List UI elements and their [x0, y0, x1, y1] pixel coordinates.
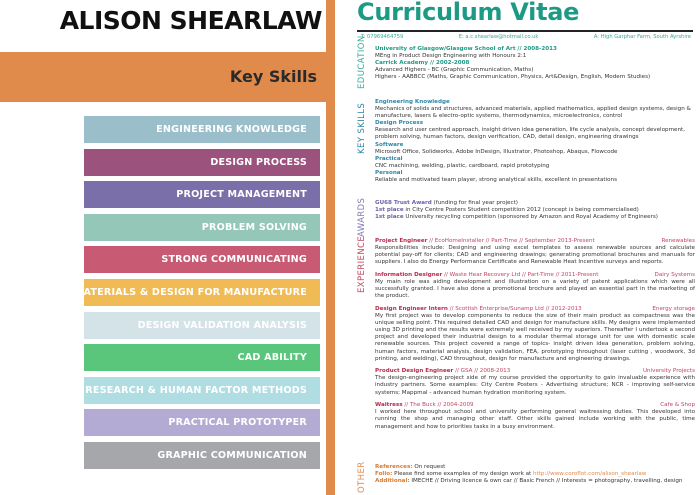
key-skills-title: Key Skills — [229, 67, 317, 86]
title-rule — [357, 30, 693, 32]
job-sector: Energy storage — [652, 305, 695, 312]
skill-bar — [84, 246, 320, 273]
skill-label: MATERIALS & DESIGN FOR MANUFACTURE — [73, 286, 307, 298]
phone: T: 07969464759 — [361, 34, 404, 40]
school-1-detail: MEng in Product Design Engineering with Honours 2:1 — [375, 53, 527, 60]
job-meta: // The Buck // 2004-2009 — [402, 402, 474, 409]
key-skills-banner — [0, 52, 335, 102]
job-description: The design-engineering project side of my course provided the opportunity to gain invaluable experience with industry partners. Some examples: City Centre Posters - Advertising structure; NCR - improving self-service systems; Mappmal - advanced human hydration monitoring system. — [375, 375, 695, 396]
skill-text: CNC machining, welding, plastic, cardboard, rapid prototyping — [375, 162, 550, 169]
job-description: Responsibilities include: Designing and using excel templates to assess renewable sources and calculate potential pay-off for clients; CAD and engineering drawings; generating promotional brochures and manuals for suppliers. I also do Energy Performance Certificate and Renewable Heat Incentive surveys and reports. — [375, 245, 695, 266]
school-1: University of Glasgow/Glasgow School of Art // 2008-2013 — [375, 46, 557, 52]
key-skills-section — [357, 98, 697, 190]
address: A: High Garphar Farm, South Ayrshire — [593, 34, 691, 40]
job-entry — [375, 272, 695, 300]
email: E: a.c.shearlaw@hotmail.co.uk — [458, 34, 539, 40]
skill-bar — [84, 312, 320, 339]
job-meta: // EcoHomeInstaller // Part-Time // September 2013-Present — [427, 238, 595, 244]
job-sector: Dairy Systems — [654, 271, 695, 278]
skill-label: PROBLEM SOLVING — [201, 221, 307, 233]
school-2: Carrick Academy // 2002-2008 — [375, 60, 470, 67]
skill-bars — [73, 116, 320, 475]
skill-bar — [84, 442, 320, 469]
skill-heading: Design Process — [375, 120, 424, 127]
skill-text: Reliable and motivated team player, strong analytical skills, excellent in presentations — [375, 177, 618, 184]
skill-label: DESIGN PROCESS — [210, 156, 307, 168]
contact-row — [361, 34, 691, 40]
other-label: OTHER — [357, 461, 367, 493]
skill-heading: Personal — [375, 169, 403, 176]
skill-label: STRONG COMMUNICATING — [161, 254, 307, 266]
job-sector: University Projects — [642, 368, 695, 375]
skill-heading: Practical — [375, 155, 403, 162]
job-entry — [375, 368, 695, 396]
job-meta: // GSA // 2008-2013 — [453, 368, 511, 375]
skill-bar — [73, 279, 320, 306]
awards-label: AWARDS — [357, 197, 367, 237]
job-entry — [375, 238, 695, 266]
job-entry — [375, 306, 695, 363]
job-sector: Cafe & Shop — [660, 402, 695, 409]
school-2-detail-2: Highers - AABBCC (Maths, Graphic Communication, Physics, Art&Design, English, Modern Studies) — [375, 74, 651, 81]
job-role: Information Designer — [375, 271, 443, 278]
skill-label: GRAPHIC COMMUNICATION — [157, 449, 307, 461]
skill-text: Microsoft Office, Solidworks, Adobe InDesign, Illustrator, Photoshop, Abaqus, Flowcode — [375, 148, 618, 155]
school-2-detail-1: Advanced Highers - BC (Graphic Communication, Maths) — [375, 67, 534, 74]
references-row: References: On request — [375, 464, 446, 470]
candidate-name: ALISON SHEARLAW — [59, 6, 322, 35]
job-role: Project Engineer — [375, 238, 428, 244]
skill-label: DESIGN VALIDATION ANALYSIS — [137, 319, 307, 331]
awards-section — [357, 199, 697, 239]
education-label: EDUCATION — [357, 35, 367, 89]
cv-title: Curriculum Vitae — [357, 0, 580, 26]
skill-bar — [84, 409, 320, 436]
skill-heading: Software — [375, 141, 404, 148]
skill-bar — [84, 181, 320, 208]
job-description: My first project was to develop components to reduce the size of their main product as compactness was the unique selling point. This required detailed CAD and design for manufacture skills. My designs were implemented using 3D printing and the results were extremely well received by my superiors. Thereafter I undertook a second project and developed their industrial design to a modular thermal storage unit for use with domestic scale renewable sources. This project covered a range of topics- insight driven idea generation, problem solving, human factors, material analysis, design validation, FEA, prototyping throughout (laser cutting , woodwork, 3d printing, and welding), CAD throughout, design for manufacture and engineering drawings. — [375, 313, 695, 362]
skill-text: Research and user centred approach, insight driven idea generation, life cycle analysis, concept development, problem solving, human factors, design verification, CAD, detail design, engineering drawings — [375, 127, 685, 141]
job-entry — [375, 402, 695, 430]
job-meta: // Scottish Enterprise/Sunamp Ltd // 2012-2013 — [447, 305, 582, 312]
job-role: Design Engineer Intern — [375, 305, 448, 312]
skill-label: ENGINEERING KNOWLEDGE — [156, 124, 307, 135]
skill-bar — [84, 344, 320, 371]
left-panel — [0, 0, 345, 495]
experience-section — [357, 237, 697, 463]
additional-row: Additional: IMECHE // Driving licence & own car // Basic French // Interests = photography, travelling, design — [375, 478, 683, 485]
job-role: Product Design Engineer — [375, 368, 454, 375]
other-section — [357, 463, 697, 493]
skill-bar — [84, 149, 320, 176]
skill-label: PRACTICAL PROTOTYPER — [168, 417, 307, 429]
skill-bar — [84, 214, 320, 241]
job-sector: Renewables — [661, 238, 695, 244]
skill-bar — [84, 116, 320, 143]
job-description: My main role was aiding development and illustration on a variety of patent applications which were all successfully granted. I have also done a promotional brochure and played an essential part in the marketing of the product. — [375, 279, 695, 300]
folio-link[interactable]: http://www.coroflot.com/alison_shearlaw — [533, 471, 647, 478]
award-item: 1st place in City Centre Posters Student competition 2012 (concept is being commercialised) — [375, 207, 639, 214]
skill-bar — [84, 377, 320, 404]
folio-row: Folio: Please find some examples of my design work at http://www.coroflot.com/alison_shearlaw — [375, 471, 647, 478]
job-meta: // Waste Hear Recovery Ltd // Part-Time // 2011-Present — [442, 271, 599, 278]
orange-divider — [326, 0, 335, 495]
experience-label: EXPERIENCE — [357, 235, 367, 293]
award-item: 1st place University recycling competition (sponsored by Amazon and Royal Academy of Engineers) — [375, 214, 658, 221]
skill-label: CAD ABILITY — [237, 352, 307, 364]
award-item: GU68 Trust Award (funding for final year project) — [375, 200, 518, 206]
skill-text: Mechanics of solids and structures, advanced materials, applied mathematics, applied design systems, design & manufacture, lasers & electro-optic systems, thermodynamics, microelectronics, control — [375, 106, 691, 120]
skill-heading: Engineering Knowledge — [375, 99, 450, 105]
key-skills-label: KEY SKILLS — [357, 102, 367, 154]
skill-label: PROJECT MANAGEMENT — [176, 189, 307, 201]
job-description: I worked here throughout school and university performing general waitressing duties. This developed into running the shop and managing other staff. Other skills gained include working with the public, time management and how to priorities tasks in a busy environment. — [375, 409, 695, 430]
job-role: Waitress — [375, 402, 403, 409]
skill-label: RESEARCH & HUMAN FACTOR METHODS — [85, 384, 307, 396]
right-panel — [345, 0, 700, 495]
